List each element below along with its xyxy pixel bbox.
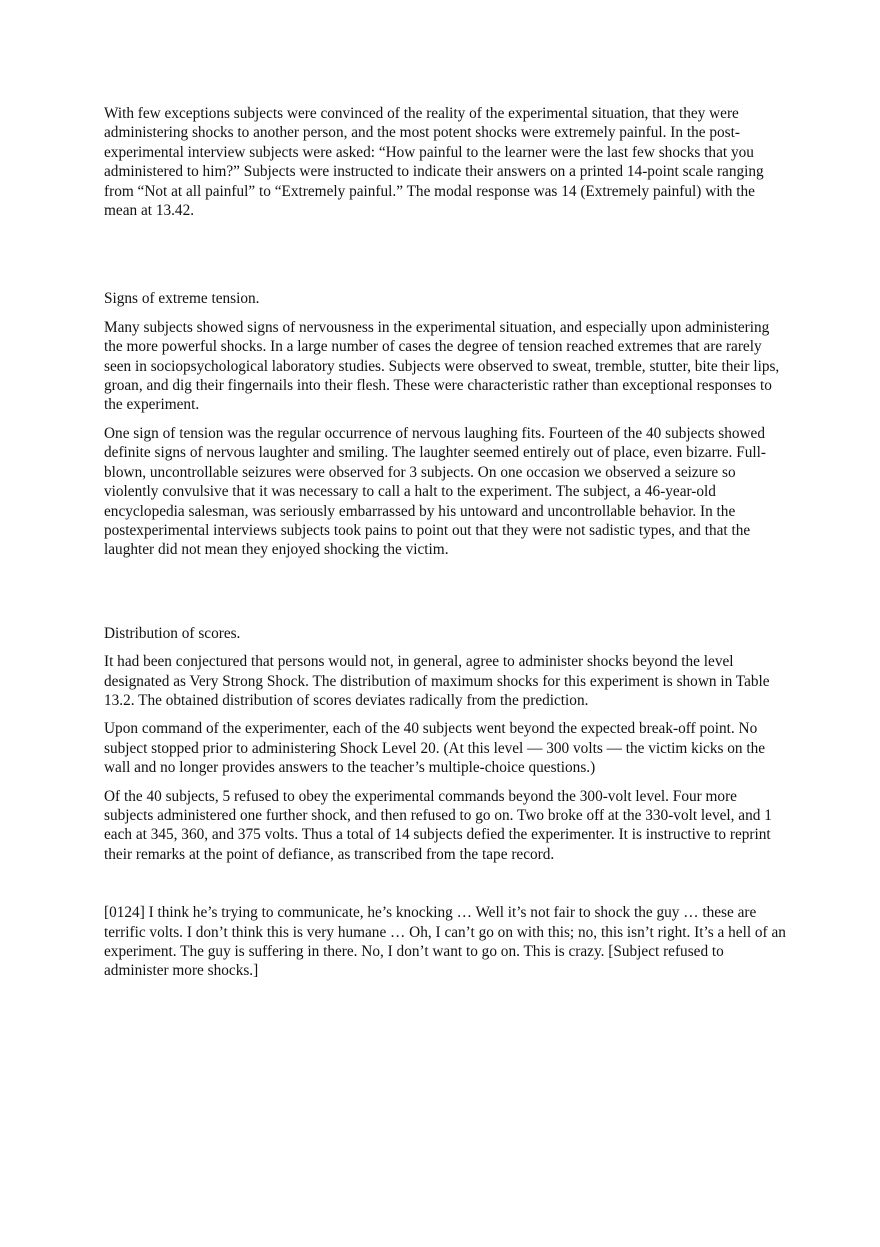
tension-paragraph-2: One sign of tension was the regular occurrence of nervous laughing fits. Fourteen of the 40 subjects showed definite signs of nervous laughter and smiling. The laughter seemed entirely out of place, even bizarre. Full-blown, uncontrollable seizures were observed for 3 subjects. On one occasion we observed a seizure so violently convulsive that it was necessary to call a halt to the experiment. The subject, a 46-year-old encyclopedia salesman, was seriously embarrassed by his untoward and uncontrollable behavior. In the postexperimental interviews subjects took pains to point out that they were not sadistic types, and that the laughter did not mean they enjoyed shocking the victim. xyxy=(104,424,766,559)
distribution-paragraph-2: Upon command of the experimenter, each of the 40 subjects went beyond the expected break-off point. No subject stopped prior to administering Shock Level 20. (At this level — 300 volts — the victim kicks on the wall and no longer provides answers to the teacher’s multiple-choice questions.) xyxy=(104,720,766,777)
intro-paragraph: With few exceptions subjects were convinced of the reality of the experimental situation, that they were administering shocks to another person, and the most potent shocks were extremely painful. In the post-experimental interview subjects were asked: “How painful to the learner were the last few shocks that you administered to him?” Subjects were instructed to indicate their answers on a printed 14-point scale ranging from “Not at all painful” to “Extremely painful.” The modal response was 14 (Extremely painful) with the mean at 13.42. xyxy=(104,105,764,220)
tension-paragraph-1: Many subjects showed signs of nervousness in the experimental situation, and especially upon administering the more powerful shocks. In a large number of cases the degree of tension reached extremes that are rarely seen in sociopsychological laboratory studies. Subjects were observed to sweat, tremble, stutter, bite their lips, groan, and dig their fingernails into their flesh. These were characteristic rather than exceptional responses to the experiment. xyxy=(104,318,780,414)
section-heading-distribution: Distribution of scores. xyxy=(104,624,241,642)
distribution-paragraph-1: It had been conjectured that persons would not, in general, agree to administer shocks beyond the level designated as Very Strong Shock. The distribution of maximum shocks for this experiment is shown in Table 13.2. The obtained distribution of scores deviates radically from the prediction. xyxy=(104,653,770,709)
document-page xyxy=(104,104,786,990)
section-spacer xyxy=(104,873,786,903)
section-heading-tension: Signs of extreme tension. xyxy=(104,290,260,308)
subject-quote: [0124] I think he’s trying to communicate, he’s knocking … Well it’s not fair to shock the guy … these are terrific volts. I don’t think this is very humane … Oh, I can’t go on with this; no, this isn’t right. It’s a hell of an experiment. The guy is suffering in there. No, I don’t want to go on. This is crazy. [Subject refused to administer more shocks.] xyxy=(104,904,786,980)
section-spacer xyxy=(104,569,786,624)
section-spacer xyxy=(104,229,786,289)
distribution-paragraph-3: Of the 40 subjects, 5 refused to obey the experimental commands beyond the 300-volt level. Four more subjects administered one further shock, and then refused to go on. Two broke off at the 330-volt level, and 1 each at 345, 360, and 375 volts. Thus a total of 14 subjects defied the experimenter. It is instructive to reprint their remarks at the point of defiance, as transcribed from the tape record. xyxy=(104,787,772,863)
